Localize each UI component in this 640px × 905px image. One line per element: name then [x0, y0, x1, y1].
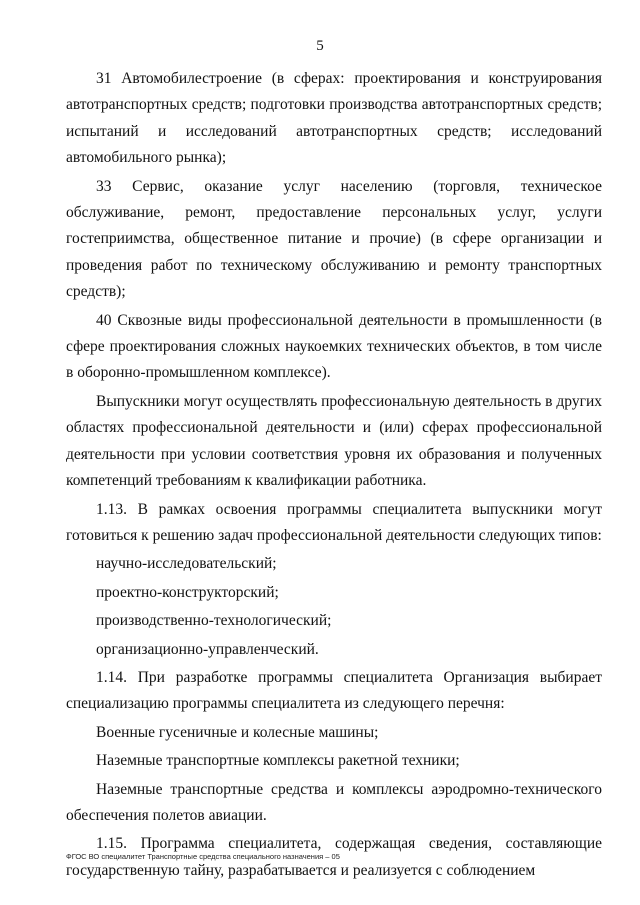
paragraph-1-15: 1.15. Программа специалитета, содержащая сведения, составляющие государственную тайну, разрабатывается и реализуется с соблюдением	[66, 835, 602, 879]
list-item-production: производственно-технологический;	[96, 612, 332, 630]
paragraph-graduates-other-areas: Выпускники могут осуществлять профессиональную деятельность в других областях профессиональной деятельности и (или) сферах профессиональной деятельности при условии соответствия уровня их образования и полученных компетенций требованиям к квалификации работника.	[66, 392, 602, 490]
paragraph-31-automotive: 31 Автомобилестроение (в сферах: проектирования и конструирования автотранспортных средств; подготовки производства автотранспортных средств; испытаний и исследований автотранспортных средств; исследований автомобильного рынка);	[66, 70, 602, 167]
list-item-management: организационно-управленческий.	[96, 640, 319, 658]
paragraph-40-cross-industry: 40 Сквозные виды профессиональной деятельности в промышленности (в сфере проектирования сложных наукоемких технических объектов, в том числе в оборонно-промышленном комплексе).	[66, 311, 602, 382]
page-number: 5	[316, 38, 324, 54]
list-item-airfield-support: Наземные транспортные средства и комплексы аэродромно-технического обеспечения полетов авиации.	[66, 780, 602, 824]
list-item-research: научно-исследовательский;	[96, 555, 277, 573]
list-item-missile-transport: Наземные транспортные комплексы ракетной техники;	[96, 752, 460, 770]
document-footer: ФГОС ВО специалитет Транспортные средства специального назначения – 05	[66, 852, 340, 861]
paragraph-33-service: 33 Сервис, оказание услуг населению (торговля, техническое обслуживание, ремонт, предоставление персональных услуг, услуги гостеприимства, общественное питание и прочие) (в сфере организации и проведения работ по техническому обслуживанию и ремонту транспортных средств);	[66, 177, 602, 301]
list-item-military-vehicles: Военные гусеничные и колесные машины;	[96, 723, 379, 741]
list-item-design: проектно-конструкторский;	[96, 583, 279, 601]
document-body	[66, 66, 602, 884]
paragraph-1-13: 1.13. В рамках освоения программы специалитета выпускники могут готовиться к решению задач профессиональной деятельности следующих типов:	[66, 500, 602, 544]
paragraph-1-14: 1.14. При разработке программы специалитета Организация выбирает специализацию программы специалитета из следующего перечня:	[66, 668, 602, 713]
